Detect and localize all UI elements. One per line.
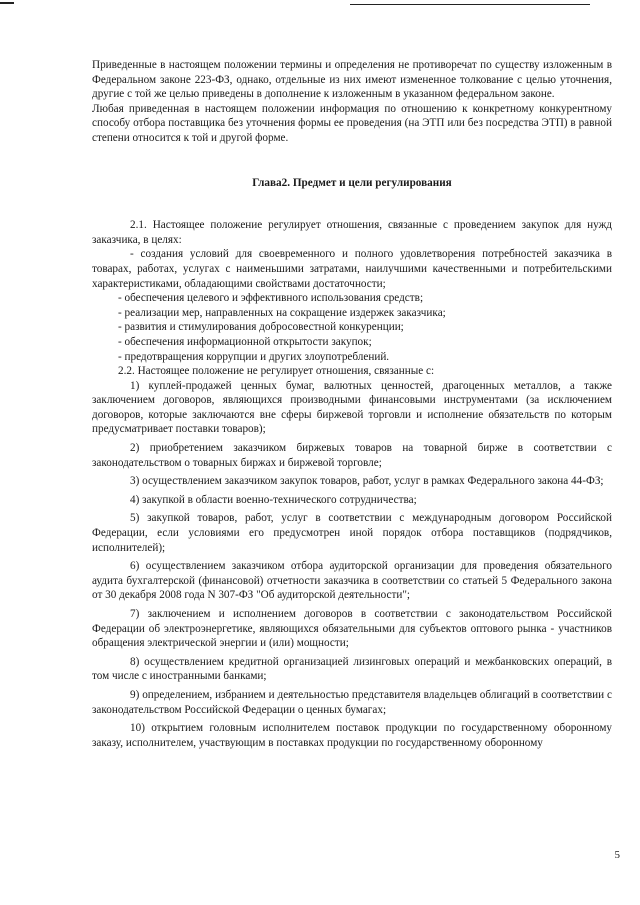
exclusion-item: 4) закупкой в области военно-технического сотрудничества; [130,493,417,506]
chapter-title: Глава2. Предмет и цели регулирования [252,176,452,189]
intro-paragraph-1: Приведенные в настоящем положении термины и определения не противоречат по существу изложенным в Федеральном законе 223-ФЗ, однако, отдельные из них имеют измененное толкование с целью уточнения, другие с той же целью приведены в дополнение к изложенным в указанном федеральном законе. [92,59,612,101]
page-number: 5 [614,849,620,861]
exclusion-item: 9) определением, избранием и деятельностью представителя владельцев облигаций в соответствии с законодательством Российской Федерации о ценных бумагах; [92,688,612,716]
goal-item: - обеспечения целевого и эффективного использования средств; [118,292,424,305]
document-page [92,58,612,750]
goal-item: - предотвращения коррупции и других злоупотреблений. [118,350,390,363]
section-2-2-lead: 2.2. Настоящее положение не регулирует отношения, связанные с: [118,365,435,378]
exclusion-item: 8) осуществлением кредитной организацией лизинговых операций и межбанковских операций, в том числе с иностранными банками; [92,655,612,683]
exclusion-item: 6) осуществлением заказчиком отбора аудиторской организации для проведения обязательного аудита бухгалтерской (финансовой) отчетности заказчика в соответствии со статьей 5 Федерального закона от 30 декабря 2008 года N 307-ФЗ "Об аудиторской деятельности"; [92,560,612,602]
exclusion-item: 2) приобретением заказчиком биржевых товаров на товарной бирже в соответствии с законодательством о товарных биржах и биржевой торговле; [92,442,612,469]
goal-item: - реализации мер, направленных на сокращение издержек заказчика; [118,306,446,319]
exclusion-item: 10) открытием головным исполнителем поставок продукции по государственному оборонному заказу, исполнителем, участвующим в поставках продукции по государственному оборонному [92,722,612,749]
goal-item: - развития и стимулирования добросовестной конкуренции; [118,321,404,334]
exclusion-item: 1) куплей-продажей ценных бумаг, валютных ценностей, драгоценных металлов, а также заключением договоров, являющихся производными финансовыми инструментами (за исключением договоров, которые заключаются вне сферы биржевой торговли и исполнение обязательств по которым предусматривает поставки товаров); [92,379,612,436]
top-edge-rule-left [0,2,14,4]
exclusion-item: 7) заключением и исполнением договоров в соответствии с законодательством Российской Федерации об электроэнергетике, являющихся обязательными для субъектов оптового рынка - участников обращения электрической энергии и (или) мощности; [92,608,612,650]
exclusion-item: 3) осуществлением заказчиком закупок товаров, работ, услуг в рамках Федерального закона 44-ФЗ; [130,475,604,488]
goal-item: - создания условий для своевременного и полного удовлетворения потребностей заказчика в товарах, работах, услугах с наименьшими затратами, наилучшими качественными и потребительскими характеристиками, обладающими свойствами достаточности; [92,248,612,290]
goal-item: - обеспечения информационной открытости закупок; [118,335,372,348]
intro-paragraph-2: Любая приведенная в настоящем положении информация по отношению к конкретному конкурентному способу отбора поставщика без уточнения формы ее проведения (на ЭТП или без посредства ЭТП) в равной степени относится к той и другой форме. [92,102,612,144]
exclusion-item: 5) закупкой товаров, работ, услуг в соответствии с международным договором Российской Федерации, если условиями его предусмотрен иной порядок отбора поставщиков (подрядчиков, исполнителей); [92,512,612,554]
top-edge-rule-right [350,4,590,5]
section-2-1-lead: 2.1. Настоящее положение регулирует отношения, связанные с проведением закупок для нужд заказчика, в целях: [92,219,612,246]
